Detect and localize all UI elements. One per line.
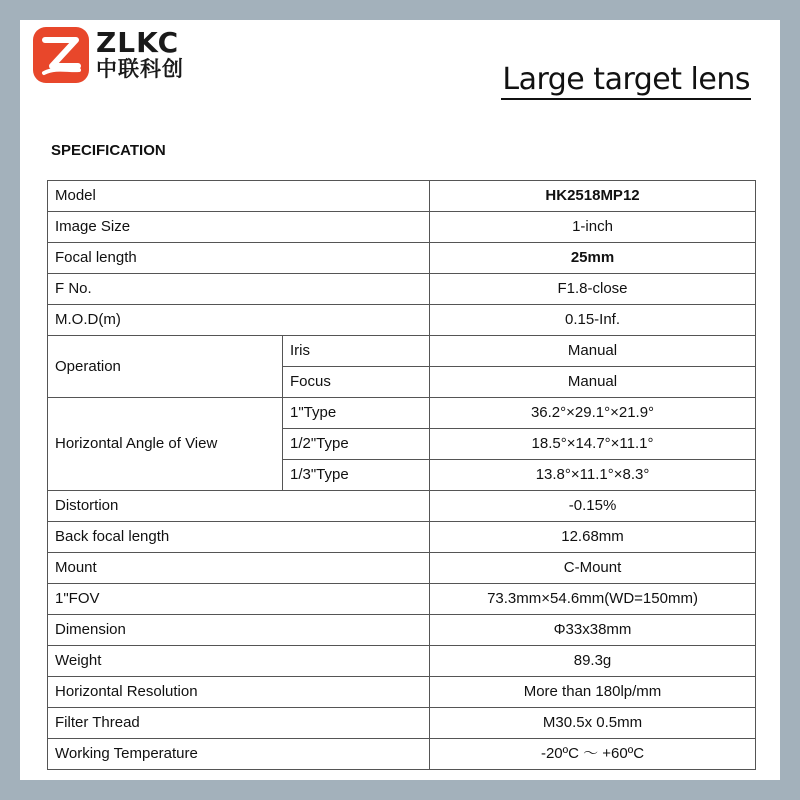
spec-label: 1"FOV [48,584,430,615]
spec-value: More than 180lp/mm [430,677,756,708]
brand-name-cn: 中联科创 [96,57,184,81]
spec-value: -20ºC ～ +60ºC [430,739,756,770]
brand-name-en: ZLKC [96,26,180,59]
spec-sublabel: Focus [283,367,430,398]
spec-label: Weight [48,646,430,677]
spec-sublabel: 1"Type [283,398,430,429]
table-row [48,584,756,615]
spec-label: Model [48,181,430,212]
table-row [48,739,756,770]
spec-value: 25mm [430,243,756,274]
table-row [48,646,756,677]
spec-value: 36.2°×29.1°×21.9° [430,398,756,429]
table-row [48,677,756,708]
table-row [48,243,756,274]
spec-value: F1.8-close [430,274,756,305]
spec-label: Filter Thread [48,708,430,739]
brand-logo [32,26,184,84]
spec-value: M30.5x 0.5mm [430,708,756,739]
spec-value: -0.15% [430,491,756,522]
table-row [48,336,756,367]
spec-label: Distortion [48,491,430,522]
spec-label: F No. [48,274,430,305]
table-row [48,274,756,305]
table-row [48,212,756,243]
spec-value: 89.3g [430,646,756,677]
spec-value: HK2518MP12 [430,181,756,212]
spec-value: 1-inch [430,212,756,243]
spec-sublabel: Iris [283,336,430,367]
table-row [48,305,756,336]
spec-label: Horizontal Angle of View [48,398,283,491]
spec-label: Mount [48,553,430,584]
table-row [48,181,756,212]
spec-value: Manual [430,367,756,398]
spec-value: Manual [430,336,756,367]
table-row [48,615,756,646]
spec-value: 73.3mm×54.6mm(WD=150mm) [430,584,756,615]
spec-value: 0.15-Inf. [430,305,756,336]
spec-table [47,180,756,770]
spec-label: Horizontal Resolution [48,677,430,708]
spec-value: C-Mount [430,553,756,584]
table-row [48,553,756,584]
table-row [48,491,756,522]
spec-label: Image Size [48,212,430,243]
spec-label: Back focal length [48,522,430,553]
table-row [48,708,756,739]
spec-label: M.O.D(m) [48,305,430,336]
zlkc-logo-icon [32,26,90,84]
spec-value: 13.8°×11.1°×8.3° [430,460,756,491]
spec-value: Φ33x38mm [430,615,756,646]
spec-value: 12.68mm [430,522,756,553]
table-row [48,398,756,429]
title-underline [501,98,751,100]
spec-sublabel: 1/3"Type [283,460,430,491]
table-row [48,522,756,553]
spec-label: Focal length [48,243,430,274]
page-title: Large target lens [502,62,750,97]
spec-sheet [20,20,780,780]
spec-label: Operation [48,336,283,398]
spec-value: 18.5°×14.7°×11.1° [430,429,756,460]
spec-label: Dimension [48,615,430,646]
section-heading: SPECIFICATION [51,142,166,159]
spec-sublabel: 1/2"Type [283,429,430,460]
spec-label: Working Temperature [48,739,430,770]
